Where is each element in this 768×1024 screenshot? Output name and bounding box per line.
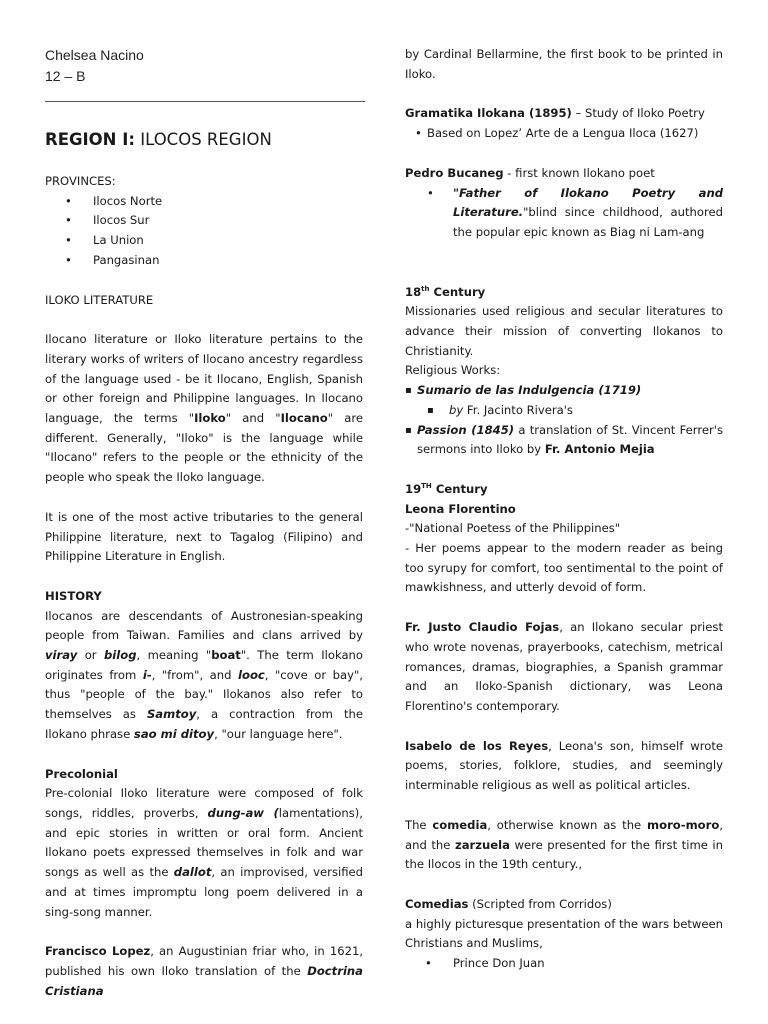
list-item: • Prince Don Juan xyxy=(405,954,723,974)
list-item: ▪ by Fr. Jacinto Rivera's xyxy=(405,401,723,421)
provinces-heading: PROVINCES: xyxy=(45,174,116,188)
bucaneg-list xyxy=(405,184,723,243)
list-item: ▪ Sumario de las Indulgencia (1719) xyxy=(405,381,723,401)
list-item: • Pangasinan xyxy=(45,251,363,271)
lopez-paragraph-continued: by Cardinal Bellarmine, the first book to be printed in Iloko. xyxy=(405,47,723,81)
history-heading: HISTORY xyxy=(45,588,102,603)
precolonial-paragraph: Pre-colonial Iloko literature were composed of folk songs, riddles, proverbs, dung-aw (lamentations), and epic stories in written or oral form. Ancient Ilokano poets expressed themselves in folk and war songs as well as the dallot, an improvised, versified and at times impromptu long poem delivered in a sing-song manner. xyxy=(45,786,364,919)
religious-works-sublist xyxy=(405,401,723,421)
reyes-paragraph: Isabelo de los Reyes, Leona's son, himself wrote poems, stories, folklore, studies, and seemingly interminable religious as well as political articles. xyxy=(405,738,723,793)
title-bold: REGION I: xyxy=(45,130,135,149)
literature-paragraph-1: Ilocano literature or Iloko literature pertains to the literary works of writers of Ilocano ancestry regardless of the language used - be it Ilocano, English, Spanish or other foreign and Philippine languages. In Ilocano language, the terms "Iloko" and "Ilocano" are different. Generally, "Iloko" is the language while "Ilocano" refers to the people or the ethnicity of the people who speak the Iloko language. xyxy=(45,332,363,485)
comedia-paragraph: The comedia, otherwise known as the moro-moro, and the zarzuela were presented for the first time in the Ilocos in the 19th century., xyxy=(405,817,723,872)
left-column xyxy=(45,0,363,1001)
century-18-paragraph: Missionaries used religious and secular literatures to advance their mission of converting Ilokanos to Christianity. xyxy=(405,304,723,358)
list-item: • "Father of Ilokano Poetry and Literature."blind since childhood, authored the popular epic known as Biag ni Lam-ang xyxy=(405,184,723,243)
list-item: ▪ Passion (1845) a translation of St. Vincent Ferrer's sermons into Iloko by Fr. Antonio Mejia xyxy=(405,421,723,460)
comedias-list xyxy=(405,954,723,974)
page-title xyxy=(45,128,363,152)
student-section: 12 – B xyxy=(45,68,86,84)
list-item: • Based on Lopez’ Arte de a Lengua Iloca (1627) xyxy=(405,124,723,144)
lopez-paragraph: Francisco Lopez, an Augustinian friar who, in 1621, published his own Iloko translation of the Doctrina Cristiana xyxy=(45,944,364,998)
comedias-description: a highly picturesque presentation of the wars between Christians and Muslims, xyxy=(405,916,723,951)
leona-heading: Leona Florentino xyxy=(405,501,516,516)
history-paragraph: Ilocanos are descendants of Austronesian-speaking people from Taiwan. Families and clans arrived by viray or bilog, meaning "boat". The term Ilokano originates from i-, "from", and looc, "cove or bay", thus "people of the bay." Ilokanos also refer to themselves as Samtoy, a contraction from the Ilokano phrase sao mi ditoy, "our language here". xyxy=(45,608,363,741)
gramatika-heading: Gramatika Ilokana (1895) – Study of Iloko Poetry xyxy=(405,106,705,121)
literature-paragraph-2: It is one of the most active tributaries to the general Philippine literature, next to Tagalog (Filipino) and Philippine Literature in English. xyxy=(45,509,363,564)
fojas-paragraph: Fr. Justo Claudio Fojas, an Ilokano secular priest who wrote novenas, prayerbooks, catechism, metrical romances, dramas, biographies, a Spanish grammar and an Iloko-Spanish dictionary, was Leona Florentino's contemporary. xyxy=(405,620,723,713)
precolonial-heading: Precolonial xyxy=(45,766,118,781)
title-rest: ILOCOS REGION xyxy=(134,130,272,149)
list-item: • Ilocos Norte xyxy=(45,192,363,212)
comedias-heading: Comedias (Scripted from Corridos) xyxy=(405,896,612,911)
list-item: • Ilocos Sur xyxy=(45,211,363,231)
literature-heading: ILOKO LITERATURE xyxy=(45,292,154,307)
bucaneg-heading: Pedro Bucaneg - first known Ilokano poet xyxy=(405,165,655,180)
leona-line-2: - Her poems appear to the modern reader as being too syrupy for comfort, too sentimental to the point of mawkishness, and utterly devoid of form. xyxy=(405,541,723,595)
leona-line-1: -"National Poetess of the Philippines" xyxy=(405,521,621,536)
century-18-heading: 18th Century xyxy=(405,284,486,299)
religious-works-list xyxy=(405,381,723,401)
religious-works-label: Religious Works: xyxy=(405,363,501,378)
provinces-list xyxy=(45,192,363,271)
header-divider xyxy=(45,101,365,102)
religious-works-list-2 xyxy=(405,421,723,460)
right-column xyxy=(405,0,723,974)
student-name: Chelsea Nacino xyxy=(45,47,144,63)
century-19-heading: 19TH Century xyxy=(405,481,488,496)
gramatika-list xyxy=(405,124,723,144)
list-item: • La Union xyxy=(45,231,363,251)
